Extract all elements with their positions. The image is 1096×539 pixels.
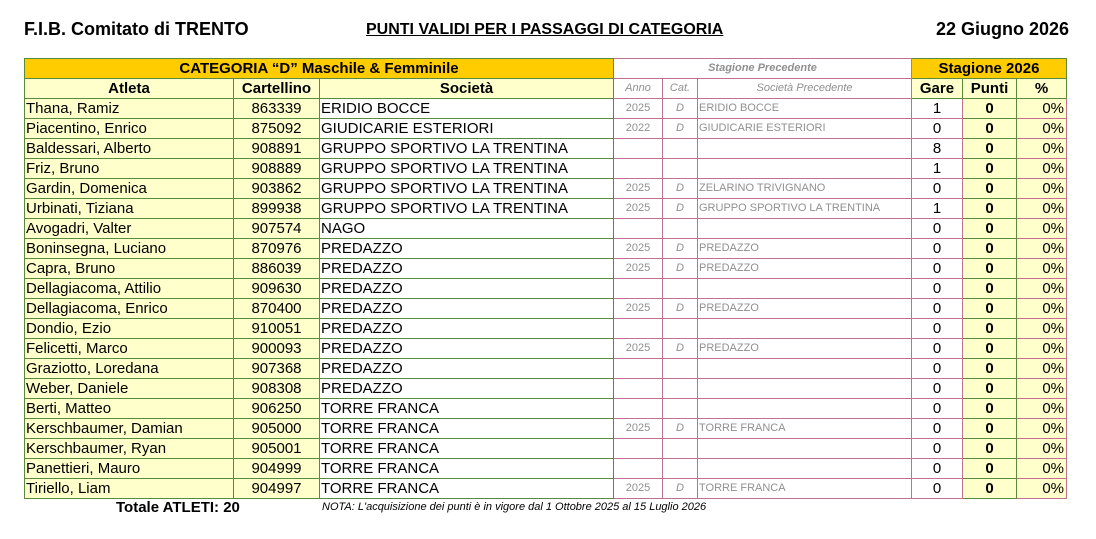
- cell-cat: D: [663, 479, 698, 499]
- table-row: [25, 239, 1067, 259]
- cell-anno: 2025: [614, 239, 663, 259]
- table-row: [25, 399, 1067, 419]
- table-row: [25, 379, 1067, 399]
- cell-anno: [614, 459, 663, 479]
- cell-cartellino: 904997: [234, 479, 320, 499]
- cell-societa: PREDAZZO: [320, 279, 614, 299]
- cell-soc-prec: [698, 379, 912, 399]
- document-date: 22 Giugno 2026: [935, 19, 1069, 39]
- cell-atleta: Felicetti, Marco: [25, 339, 234, 359]
- cell-pct: 0%: [1017, 119, 1067, 139]
- cell-cat: [663, 279, 698, 299]
- cell-punti: 0: [963, 319, 1017, 339]
- cell-soc-prec: PREDAZZO: [698, 339, 912, 359]
- cell-cartellino: 907368: [234, 359, 320, 379]
- cell-societa: PREDAZZO: [320, 379, 614, 399]
- cell-anno: [614, 379, 663, 399]
- cell-soc-prec: [698, 159, 912, 179]
- cell-anno: [614, 399, 663, 419]
- cell-cartellino: 908891: [234, 139, 320, 159]
- cell-atleta: Tiriello, Liam: [25, 479, 234, 499]
- cell-soc-prec: ZELARINO TRIVIGNANO: [698, 179, 912, 199]
- cell-gare: 0: [912, 119, 963, 139]
- cell-cartellino: 908308: [234, 379, 320, 399]
- cell-cartellino: 906250: [234, 399, 320, 419]
- cell-soc-prec: PREDAZZO: [698, 239, 912, 259]
- cell-societa: PREDAZZO: [320, 239, 614, 259]
- cell-anno: 2025: [614, 259, 663, 279]
- cell-cartellino: 875092: [234, 119, 320, 139]
- cell-soc-prec: [698, 399, 912, 419]
- table-row: [25, 459, 1067, 479]
- cell-cartellino: 900093: [234, 339, 320, 359]
- cell-pct: 0%: [1017, 439, 1067, 459]
- cell-pct: 0%: [1017, 399, 1067, 419]
- cell-punti: 0: [963, 279, 1017, 299]
- table-row: [25, 479, 1067, 499]
- table-row: [25, 119, 1067, 139]
- cell-gare: 0: [912, 439, 963, 459]
- cell-atleta: Gardin, Domenica: [25, 179, 234, 199]
- cell-punti: 0: [963, 99, 1017, 119]
- cell-cat: D: [663, 199, 698, 219]
- cell-soc-prec: ERIDIO BOCCE: [698, 99, 912, 119]
- cell-anno: 2025: [614, 479, 663, 499]
- cell-cat: [663, 319, 698, 339]
- cell-atleta: Avogadri, Valter: [25, 219, 234, 239]
- cell-cat: D: [663, 239, 698, 259]
- cell-punti: 0: [963, 439, 1017, 459]
- cell-anno: [614, 359, 663, 379]
- cell-soc-prec: TORRE FRANCA: [698, 419, 912, 439]
- cell-anno: 2025: [614, 179, 663, 199]
- cell-atleta: Panettieri, Mauro: [25, 459, 234, 479]
- cell-cartellino: 905001: [234, 439, 320, 459]
- document-title: PUNTI VALIDI PER I PASSAGGI DI CATEGORIA: [366, 21, 724, 38]
- cell-societa: PREDAZZO: [320, 359, 614, 379]
- cell-societa: GRUPPO SPORTIVO LA TRENTINA: [320, 159, 614, 179]
- cell-societa: PREDAZZO: [320, 339, 614, 359]
- band-row: [25, 59, 1067, 79]
- cell-punti: 0: [963, 359, 1017, 379]
- cell-punti: 0: [963, 299, 1017, 319]
- cell-punti: 0: [963, 199, 1017, 219]
- cell-atleta: Urbinati, Tiziana: [25, 199, 234, 219]
- cell-punti: 0: [963, 339, 1017, 359]
- cell-societa: GRUPPO SPORTIVO LA TRENTINA: [320, 139, 614, 159]
- cell-anno: 2025: [614, 99, 663, 119]
- cell-cartellino: 907574: [234, 219, 320, 239]
- cell-pct: 0%: [1017, 199, 1067, 219]
- cell-cartellino: 908889: [234, 159, 320, 179]
- cell-societa: TORRE FRANCA: [320, 439, 614, 459]
- table-row: [25, 139, 1067, 159]
- cell-pct: 0%: [1017, 419, 1067, 439]
- cell-pct: 0%: [1017, 339, 1067, 359]
- column-header-row: [25, 79, 1067, 99]
- cell-cat: D: [663, 419, 698, 439]
- cell-gare: 0: [912, 419, 963, 439]
- table-row: [25, 179, 1067, 199]
- cell-gare: 0: [912, 299, 963, 319]
- cell-societa: TORRE FRANCA: [320, 399, 614, 419]
- cell-cartellino: 905000: [234, 419, 320, 439]
- cell-soc-prec: [698, 319, 912, 339]
- current-season-label: Stagione 2026: [912, 59, 1067, 79]
- cell-atleta: Dellagiacoma, Attilio: [25, 279, 234, 299]
- cell-societa: TORRE FRANCA: [320, 419, 614, 439]
- cell-societa: GRUPPO SPORTIVO LA TRENTINA: [320, 179, 614, 199]
- cell-pct: 0%: [1017, 279, 1067, 299]
- table-row: [25, 419, 1067, 439]
- cell-cat: D: [663, 339, 698, 359]
- cell-societa: GIUDICARIE ESTERIORI: [320, 119, 614, 139]
- cell-gare: 0: [912, 459, 963, 479]
- cell-punti: 0: [963, 399, 1017, 419]
- cell-cartellino: 909630: [234, 279, 320, 299]
- prev-season-label: Stagione Precedente: [614, 59, 912, 79]
- cell-cat: D: [663, 119, 698, 139]
- table-row: [25, 159, 1067, 179]
- cell-societa: PREDAZZO: [320, 299, 614, 319]
- cell-punti: 0: [963, 239, 1017, 259]
- cell-gare: 0: [912, 259, 963, 279]
- cell-anno: 2025: [614, 299, 663, 319]
- cell-gare: 0: [912, 379, 963, 399]
- cell-anno: [614, 439, 663, 459]
- cell-societa: TORRE FRANCA: [320, 479, 614, 499]
- table-row: [25, 339, 1067, 359]
- cell-gare: 8: [912, 139, 963, 159]
- cell-gare: 0: [912, 239, 963, 259]
- table-row: [25, 259, 1067, 279]
- cell-soc-prec: PREDAZZO: [698, 299, 912, 319]
- cell-cartellino: 904999: [234, 459, 320, 479]
- cell-societa: PREDAZZO: [320, 259, 614, 279]
- cell-anno: 2025: [614, 339, 663, 359]
- cell-pct: 0%: [1017, 139, 1067, 159]
- cell-cat: [663, 439, 698, 459]
- cell-atleta: Boninsegna, Luciano: [25, 239, 234, 259]
- cell-anno: [614, 159, 663, 179]
- cell-punti: 0: [963, 479, 1017, 499]
- col-header-cartellino: Cartellino: [234, 79, 320, 99]
- cell-atleta: Graziotto, Loredana: [25, 359, 234, 379]
- cell-pct: 0%: [1017, 379, 1067, 399]
- total-athletes: Totale ATLETI: 20: [116, 499, 240, 516]
- cell-soc-prec: [698, 219, 912, 239]
- cell-punti: 0: [963, 159, 1017, 179]
- footer-note: NOTA: L'acquisizione dei punti è in vigore dal 1 Ottobre 2025 al 15 Luglio 2026: [322, 501, 707, 513]
- cell-pct: 0%: [1017, 359, 1067, 379]
- cell-cartellino: 863339: [234, 99, 320, 119]
- cell-soc-prec: TORRE FRANCA: [698, 479, 912, 499]
- cell-soc-prec: [698, 359, 912, 379]
- cell-pct: 0%: [1017, 299, 1067, 319]
- col-header-societa: Società: [320, 79, 614, 99]
- cell-gare: 0: [912, 279, 963, 299]
- cell-cat: D: [663, 99, 698, 119]
- cell-atleta: Dellagiacoma, Enrico: [25, 299, 234, 319]
- table-row: [25, 279, 1067, 299]
- cell-soc-prec: GIUDICARIE ESTERIORI: [698, 119, 912, 139]
- category-points-table: [24, 58, 1067, 499]
- cell-societa: TORRE FRANCA: [320, 459, 614, 479]
- cell-pct: 0%: [1017, 479, 1067, 499]
- cell-pct: 0%: [1017, 239, 1067, 259]
- cell-atleta: Berti, Matteo: [25, 399, 234, 419]
- cell-anno: [614, 319, 663, 339]
- cell-atleta: Dondio, Ezio: [25, 319, 234, 339]
- col-header-pct: %: [1017, 79, 1067, 99]
- cell-soc-prec: [698, 459, 912, 479]
- cell-anno: [614, 279, 663, 299]
- cell-gare: 0: [912, 479, 963, 499]
- cell-pct: 0%: [1017, 159, 1067, 179]
- cell-anno: 2025: [614, 199, 663, 219]
- cell-societa: PREDAZZO: [320, 319, 614, 339]
- col-header-cat: Cat.: [663, 79, 698, 99]
- cell-atleta: Baldessari, Alberto: [25, 139, 234, 159]
- cell-gare: 0: [912, 219, 963, 239]
- col-header-atleta: Atleta: [25, 79, 234, 99]
- cell-punti: 0: [963, 139, 1017, 159]
- cell-soc-prec: PREDAZZO: [698, 259, 912, 279]
- col-header-punti: Punti: [963, 79, 1017, 99]
- cell-pct: 0%: [1017, 319, 1067, 339]
- cell-societa: GRUPPO SPORTIVO LA TRENTINA: [320, 199, 614, 219]
- organization-title: F.I.B. Comitato di TRENTO: [24, 19, 249, 39]
- cell-gare: 1: [912, 159, 963, 179]
- cell-gare: 1: [912, 199, 963, 219]
- cell-gare: 0: [912, 339, 963, 359]
- cell-pct: 0%: [1017, 99, 1067, 119]
- cell-punti: 0: [963, 419, 1017, 439]
- table-row: [25, 99, 1067, 119]
- table-row: [25, 319, 1067, 339]
- table-row: [25, 439, 1067, 459]
- cell-pct: 0%: [1017, 259, 1067, 279]
- cell-cat: [663, 399, 698, 419]
- cell-punti: 0: [963, 379, 1017, 399]
- cell-atleta: Thana, Ramiz: [25, 99, 234, 119]
- cell-atleta: Weber, Daniele: [25, 379, 234, 399]
- cell-soc-prec: [698, 279, 912, 299]
- cell-pct: 0%: [1017, 219, 1067, 239]
- cell-cartellino: 910051: [234, 319, 320, 339]
- cell-cat: [663, 359, 698, 379]
- cell-societa: ERIDIO BOCCE: [320, 99, 614, 119]
- cell-anno: 2025: [614, 419, 663, 439]
- table-row: [25, 299, 1067, 319]
- cell-gare: 1: [912, 99, 963, 119]
- category-label: CATEGORIA “D” Maschile & Femminile: [25, 59, 614, 79]
- cell-cat: D: [663, 299, 698, 319]
- cell-societa: NAGO: [320, 219, 614, 239]
- cell-cat: D: [663, 259, 698, 279]
- cell-pct: 0%: [1017, 459, 1067, 479]
- cell-atleta: Kerschbaumer, Damian: [25, 419, 234, 439]
- cell-punti: 0: [963, 219, 1017, 239]
- cell-gare: 0: [912, 399, 963, 419]
- cell-punti: 0: [963, 179, 1017, 199]
- cell-soc-prec: GRUPPO SPORTIVO LA TRENTINA: [698, 199, 912, 219]
- cell-punti: 0: [963, 119, 1017, 139]
- table-row: [25, 359, 1067, 379]
- cell-cartellino: 886039: [234, 259, 320, 279]
- cell-atleta: Friz, Bruno: [25, 159, 234, 179]
- cell-cat: [663, 379, 698, 399]
- cell-cat: [663, 159, 698, 179]
- cell-cat: [663, 139, 698, 159]
- cell-atleta: Piacentino, Enrico: [25, 119, 234, 139]
- col-header-gare: Gare: [912, 79, 963, 99]
- cell-atleta: Capra, Bruno: [25, 259, 234, 279]
- cell-soc-prec: [698, 139, 912, 159]
- cell-atleta: Kerschbaumer, Ryan: [25, 439, 234, 459]
- cell-gare: 0: [912, 359, 963, 379]
- cell-anno: 2022: [614, 119, 663, 139]
- cell-cat: D: [663, 179, 698, 199]
- col-header-soc-prec: Società Precedente: [698, 79, 912, 99]
- cell-punti: 0: [963, 459, 1017, 479]
- cell-soc-prec: [698, 439, 912, 459]
- col-header-anno: Anno: [614, 79, 663, 99]
- cell-anno: [614, 139, 663, 159]
- cell-anno: [614, 219, 663, 239]
- cell-gare: 0: [912, 319, 963, 339]
- cell-gare: 0: [912, 179, 963, 199]
- cell-pct: 0%: [1017, 179, 1067, 199]
- table-row: [25, 219, 1067, 239]
- table-row: [25, 199, 1067, 219]
- cell-cartellino: 870976: [234, 239, 320, 259]
- cell-punti: 0: [963, 259, 1017, 279]
- cell-cat: [663, 219, 698, 239]
- cell-cartellino: 899938: [234, 199, 320, 219]
- cell-cartellino: 903862: [234, 179, 320, 199]
- cell-cat: [663, 459, 698, 479]
- cell-cartellino: 870400: [234, 299, 320, 319]
